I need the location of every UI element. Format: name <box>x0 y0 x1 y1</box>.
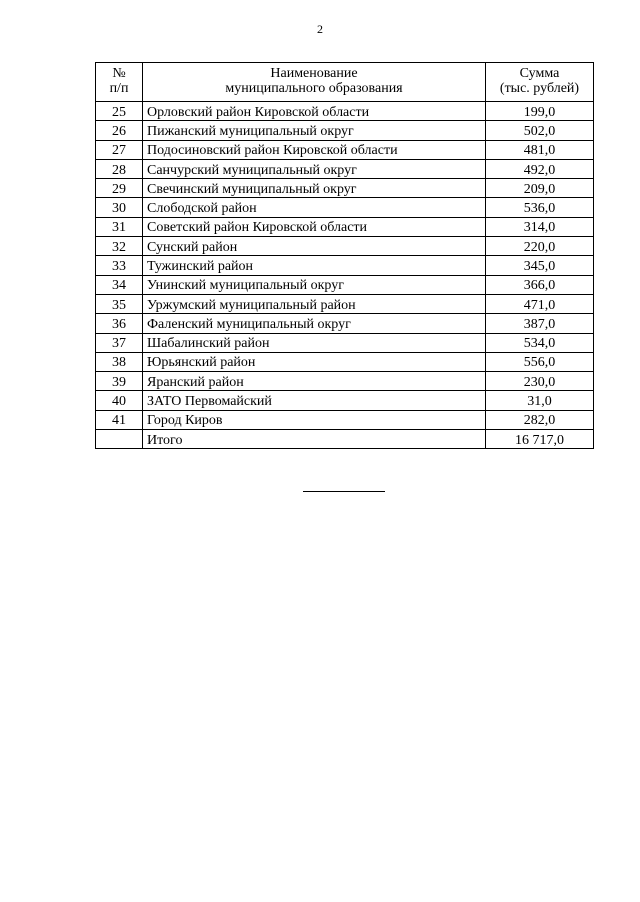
table-header-row <box>96 63 594 102</box>
row-name: Уржумский муниципальный район <box>143 294 486 313</box>
table-row <box>96 314 594 333</box>
table-row <box>96 256 594 275</box>
row-name: Яранский район <box>143 372 486 391</box>
header-name-line-1: Наименование <box>270 66 358 82</box>
row-number: 36 <box>96 314 143 333</box>
row-number: 26 <box>96 121 143 140</box>
table-row <box>96 198 594 217</box>
row-number: 30 <box>96 198 143 217</box>
row-number: 39 <box>96 372 143 391</box>
row-sum: 366,0 <box>486 275 594 294</box>
row-number: 33 <box>96 256 143 275</box>
table-row <box>96 237 594 256</box>
table-row <box>96 275 594 294</box>
table-row <box>96 333 594 352</box>
row-name: Орловский район Кировской области <box>143 102 486 121</box>
row-sum: 199,0 <box>486 102 594 121</box>
row-sum: 230,0 <box>486 372 594 391</box>
row-number: 31 <box>96 217 143 236</box>
row-sum: 31,0 <box>486 391 594 410</box>
row-number: 34 <box>96 275 143 294</box>
table-row <box>96 372 594 391</box>
row-number: 37 <box>96 333 143 352</box>
row-number: 29 <box>96 179 143 198</box>
header-name-line-2: муниципального образования <box>225 81 403 96</box>
row-name: Город Киров <box>143 410 486 429</box>
header-name <box>143 63 486 102</box>
row-number: 32 <box>96 237 143 256</box>
row-name: Шабалинский район <box>143 333 486 352</box>
row-number <box>96 430 143 449</box>
row-number: 40 <box>96 391 143 410</box>
row-sum: 481,0 <box>486 140 594 159</box>
row-name: Тужинский район <box>143 256 486 275</box>
row-number: 28 <box>96 159 143 178</box>
header-sum <box>486 63 594 102</box>
table-row <box>96 410 594 429</box>
row-sum: 345,0 <box>486 256 594 275</box>
row-sum: 536,0 <box>486 198 594 217</box>
row-sum: 387,0 <box>486 314 594 333</box>
table-row <box>96 140 594 159</box>
row-name: Свечинский муниципальный округ <box>143 179 486 198</box>
table-row <box>96 121 594 140</box>
row-name: Санчурский муниципальный округ <box>143 159 486 178</box>
row-number: 25 <box>96 102 143 121</box>
row-name: Подосиновский район Кировской области <box>143 140 486 159</box>
row-sum: 314,0 <box>486 217 594 236</box>
header-sum-line-1: Сумма <box>519 66 560 82</box>
closing-divider <box>303 491 385 492</box>
row-number: 35 <box>96 294 143 313</box>
row-sum: 556,0 <box>486 352 594 371</box>
row-name: Юрьянский район <box>143 352 486 371</box>
row-sum: 534,0 <box>486 333 594 352</box>
table-row <box>96 159 594 178</box>
row-name: Советский район Кировской области <box>143 217 486 236</box>
row-name: Слободской район <box>143 198 486 217</box>
table-row <box>96 391 594 410</box>
row-name: Итого <box>143 430 486 449</box>
row-sum: 502,0 <box>486 121 594 140</box>
row-sum: 282,0 <box>486 410 594 429</box>
table-row <box>96 179 594 198</box>
row-name: Унинский муниципальный округ <box>143 275 486 294</box>
row-sum: 209,0 <box>486 179 594 198</box>
row-name: Сунский район <box>143 237 486 256</box>
row-number: 38 <box>96 352 143 371</box>
allocation-table <box>95 62 594 449</box>
header-num-line-2: п/п <box>109 81 129 96</box>
page-number: 2 <box>317 22 323 36</box>
row-sum: 220,0 <box>486 237 594 256</box>
table-row <box>96 352 594 371</box>
table-row <box>96 102 594 121</box>
row-sum: 471,0 <box>486 294 594 313</box>
row-name: Пижанский муниципальный округ <box>143 121 486 140</box>
row-sum: 492,0 <box>486 159 594 178</box>
table-row <box>96 294 594 313</box>
table-row <box>96 217 594 236</box>
header-sum-line-2: (тыс. рублей) <box>499 81 580 96</box>
row-name: ЗАТО Первомайский <box>143 391 486 410</box>
table-total-row <box>96 430 594 449</box>
row-number: 27 <box>96 140 143 159</box>
header-num-line-1: № <box>112 66 126 82</box>
row-sum: 16 717,0 <box>486 430 594 449</box>
table-body <box>96 102 594 449</box>
header-num <box>96 63 143 102</box>
row-number: 41 <box>96 410 143 429</box>
row-name: Фаленский муниципальный округ <box>143 314 486 333</box>
